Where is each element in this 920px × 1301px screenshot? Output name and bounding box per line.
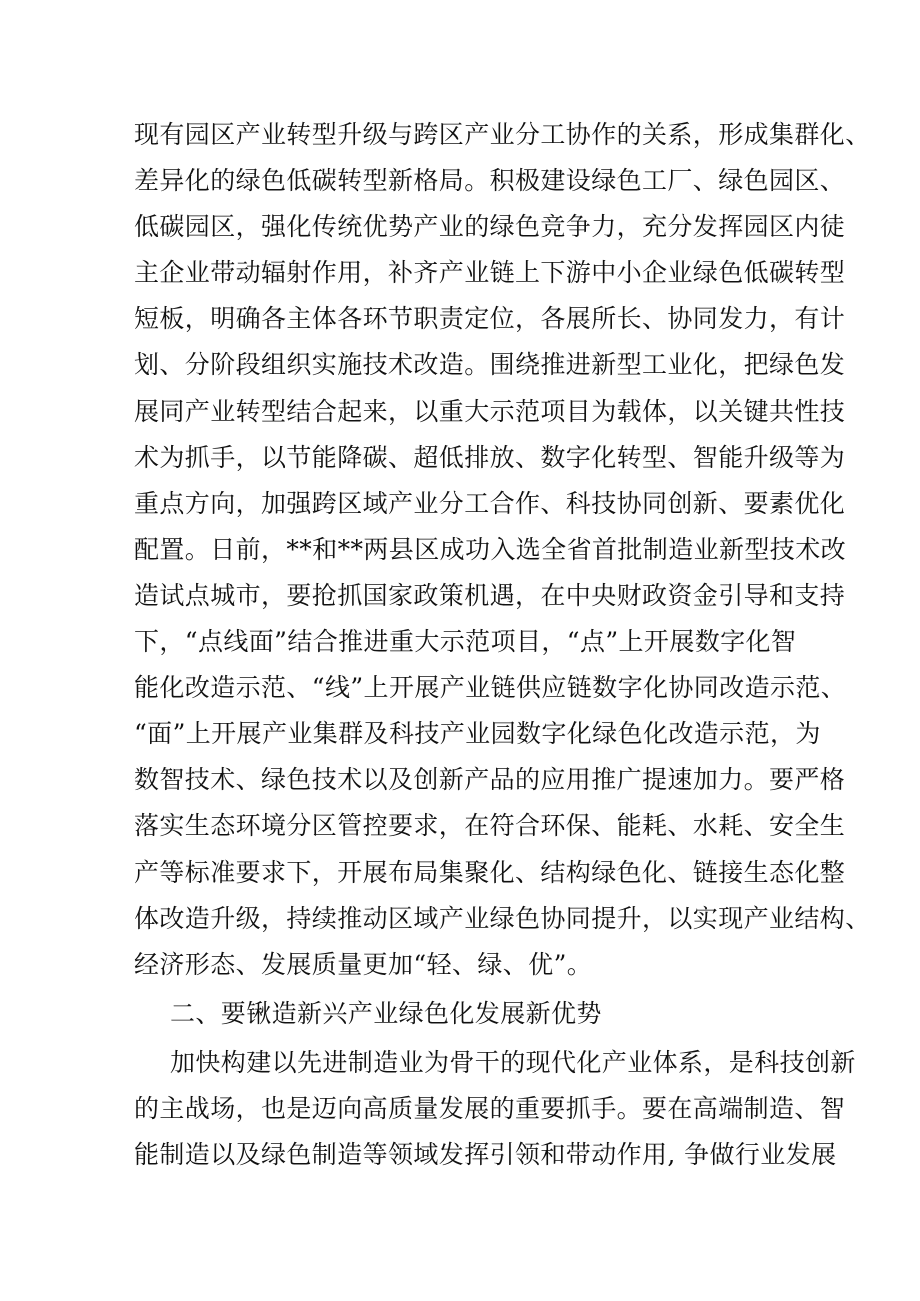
paragraph-1-line: 产等标准要求下，开展布局集聚化、结构绿色化、链接生态化整 <box>134 857 846 887</box>
paragraph-1-line: 展同产业转型结合起来，以重大示范项目为载体，以关键共性技 <box>134 396 846 426</box>
paragraph-1-line: 配置。日前，**和**两县区成功入选全省首批制造业新型技术改 <box>134 534 847 564</box>
paragraph-1-line: 造试点城市，要抢抓国家政策机遇，在中央财政资金引导和支持 <box>134 580 846 610</box>
paragraph-1-line: 落实生态环境分区管控要求，在符合环保、能耗、水耗、安全生 <box>134 811 846 841</box>
paragraph-1-line: 能化改造示范、“线”上开展产业链供应链数字化协同改造示范、 <box>134 673 847 703</box>
paragraph-1-line: 差异化的绿色低碳转型新格局。积极建设绿色工厂、绿色园区、 <box>134 166 846 196</box>
paragraph-2-line: 能制造以及绿色制造等领域发挥引领和带动作用, 争做行业发展 <box>134 1140 837 1170</box>
paragraph-1-line: 短板，明确各主体各环节职责定位，各展所长、协同发力，有计 <box>134 304 846 334</box>
section-heading: 二、要锹造新兴产业绿色化发展新优势 <box>170 998 602 1028</box>
paragraph-2-line: 的主战场，也是迈向高质量发展的重要抓手。要在高端制造、智 <box>134 1093 846 1123</box>
paragraph-1-line: “面”上开展产业集群及科技产业园数字化绿色化改造示范，为 <box>134 719 821 749</box>
paragraph-1-line: 数智技术、绿色技术以及创新产品的应用推广提速加力。要严格 <box>134 765 846 795</box>
paragraph-1-line: 低碳园区，强化传统优势产业的绿色竞争力，充分发挥园区内徒 <box>134 212 846 242</box>
paragraph-1-line: 术为抓手，以节能降碳、超低排放、数字化转型、智能升级等为 <box>134 442 846 472</box>
paragraph-1-line: 现有园区产业转型升级与跨区产业分工协作的关系，形成集群化、 <box>134 120 871 149</box>
paragraph-1-line: 下，“点线面”结合推进重大示范项目，“点”上开展数字化智 <box>134 627 797 657</box>
paragraph-1-line: 体改造升级，持续推动区域产业绿色协同提升，以实现产业结构、 <box>134 903 871 933</box>
paragraph-1-line: 经济形态、发展质量更加“轻、绿、优”。 <box>134 949 593 979</box>
paragraph-1-line: 划、分阶段组织实施技术改造。围绕推进新型工业化，把绿色发 <box>134 350 846 380</box>
document-body <box>134 112 871 1178</box>
paragraph-2-line: 加快构建以先进制造业为骨干的现代化产业体系，是科技创新 <box>170 1047 856 1077</box>
paragraph-1-line: 主企业带动辐射作用，补齐产业链上下游中小企业绿色低碳转型 <box>134 258 846 288</box>
paragraph-1-line: 重点方向，加强跨区域产业分工合作、科技协同创新、要素优化 <box>134 488 846 518</box>
